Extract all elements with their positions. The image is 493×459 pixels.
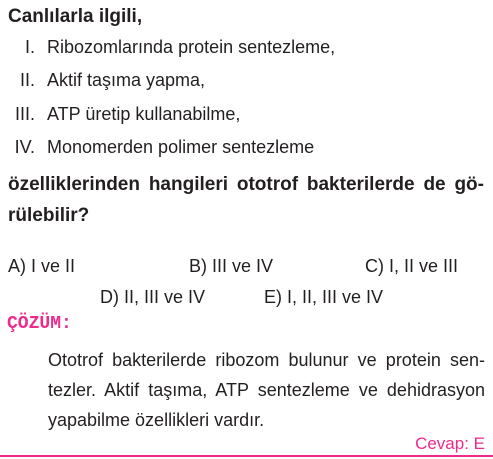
solution-title: ÇÖZÜM:	[7, 314, 72, 334]
option-e[interactable]: E) I, II, III ve IV	[264, 287, 384, 307]
statement-item	[0, 37, 493, 61]
option-c[interactable]: C) I, II ve III	[365, 256, 459, 276]
answer-label: Cevap: E	[415, 434, 485, 453]
solution-line: Ototrof bakterilerde ribozom bulunur ve protein sen-	[48, 350, 485, 370]
statement-text: ATP üretip kullanabilme,	[47, 104, 241, 124]
statement-numeral: II.	[19, 70, 35, 90]
option-d[interactable]: D) II, III ve IV	[100, 287, 206, 307]
question-intro: Canlılarla ilgili,	[8, 6, 143, 27]
solution-line: yapabilme özellikleri vardır.	[48, 410, 265, 430]
statement-text: Ribozomlarında protein sentezleme,	[47, 37, 336, 57]
bottom-rule	[0, 455, 493, 457]
solution-line: tezler. Aktif taşıma, ATP sentezleme ve dehidrasyon	[48, 380, 485, 400]
option-b[interactable]: B) III ve IV	[189, 256, 274, 276]
statement-text: Aktif taşıma yapma,	[47, 70, 206, 90]
statement-numeral: III.	[14, 104, 35, 124]
statement-numeral: I.	[24, 37, 35, 57]
statement-item	[0, 104, 493, 128]
statement-numeral: IV.	[14, 137, 35, 157]
statement-item	[0, 70, 493, 94]
statement-text: Monomerden polimer sentezleme	[47, 137, 315, 157]
option-a[interactable]: A) I ve II	[8, 256, 76, 276]
statement-item	[0, 137, 493, 161]
question-stem-line-1: özelliklerinden hangileri ototrof bakterilerde de gö-	[8, 174, 484, 195]
question-stem-line-2: rülebilir?	[8, 205, 90, 226]
